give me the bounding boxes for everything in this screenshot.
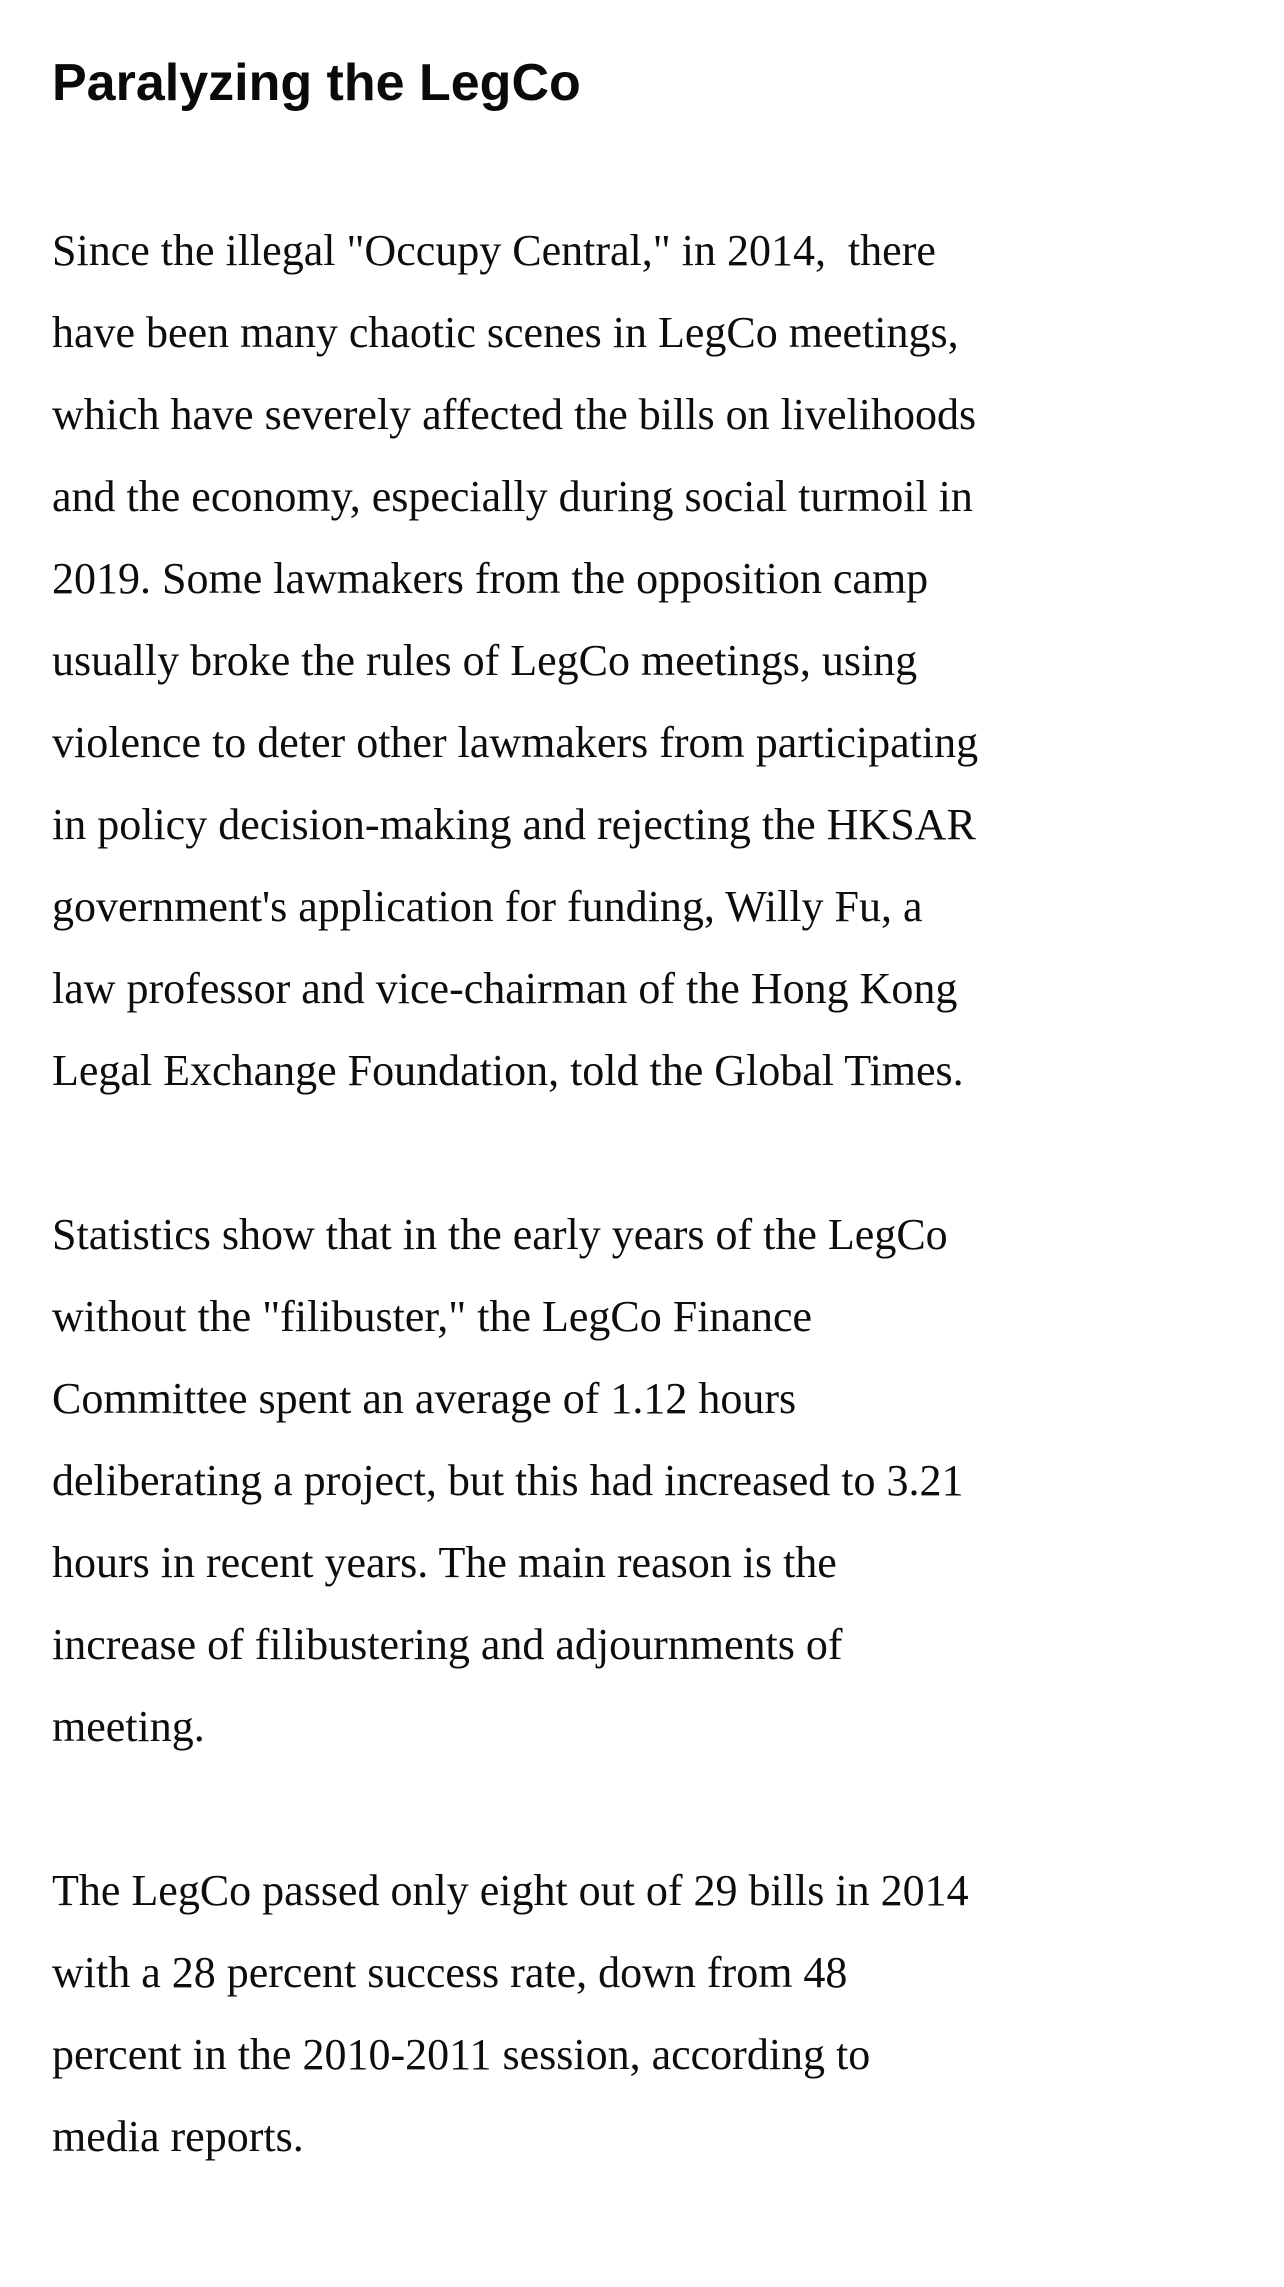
article-body	[52, 210, 1232, 2178]
article-title: Paralyzing the LegCo	[52, 54, 581, 112]
paragraph-1: Since the illegal "Occupy Central," in 2014, there have been many chaotic scenes in LegCo meetings, which have severely affected the bills on livelihoods and the economy, especially during social turmoil in 2019. Some lawmakers from the opposition camp usually broke the rules of LegCo meetings, using violence to deter other lawmakers from participating in policy decision-making and rejecting the HKSAR government's application for funding, Willy Fu, a law professor and vice-chairman of the Hong Kong Legal Exchange Foundation, told the Global Times.	[52, 226, 979, 1096]
paragraph-3: The LegCo passed only eight out of 29 bills in 2014 with a 28 percent success rate, down from 48 percent in the 2010-2011 session, according to media reports.	[52, 1866, 969, 2162]
paragraph-2: Statistics show that in the early years of the LegCo without the "filibuster," the LegCo Finance Committee spent an average of 1.12 hours deliberating a project, but this had increased to 3.21 hours in recent years. The main reason is the increase of filibustering and adjournments of meeting.	[52, 1210, 964, 1752]
